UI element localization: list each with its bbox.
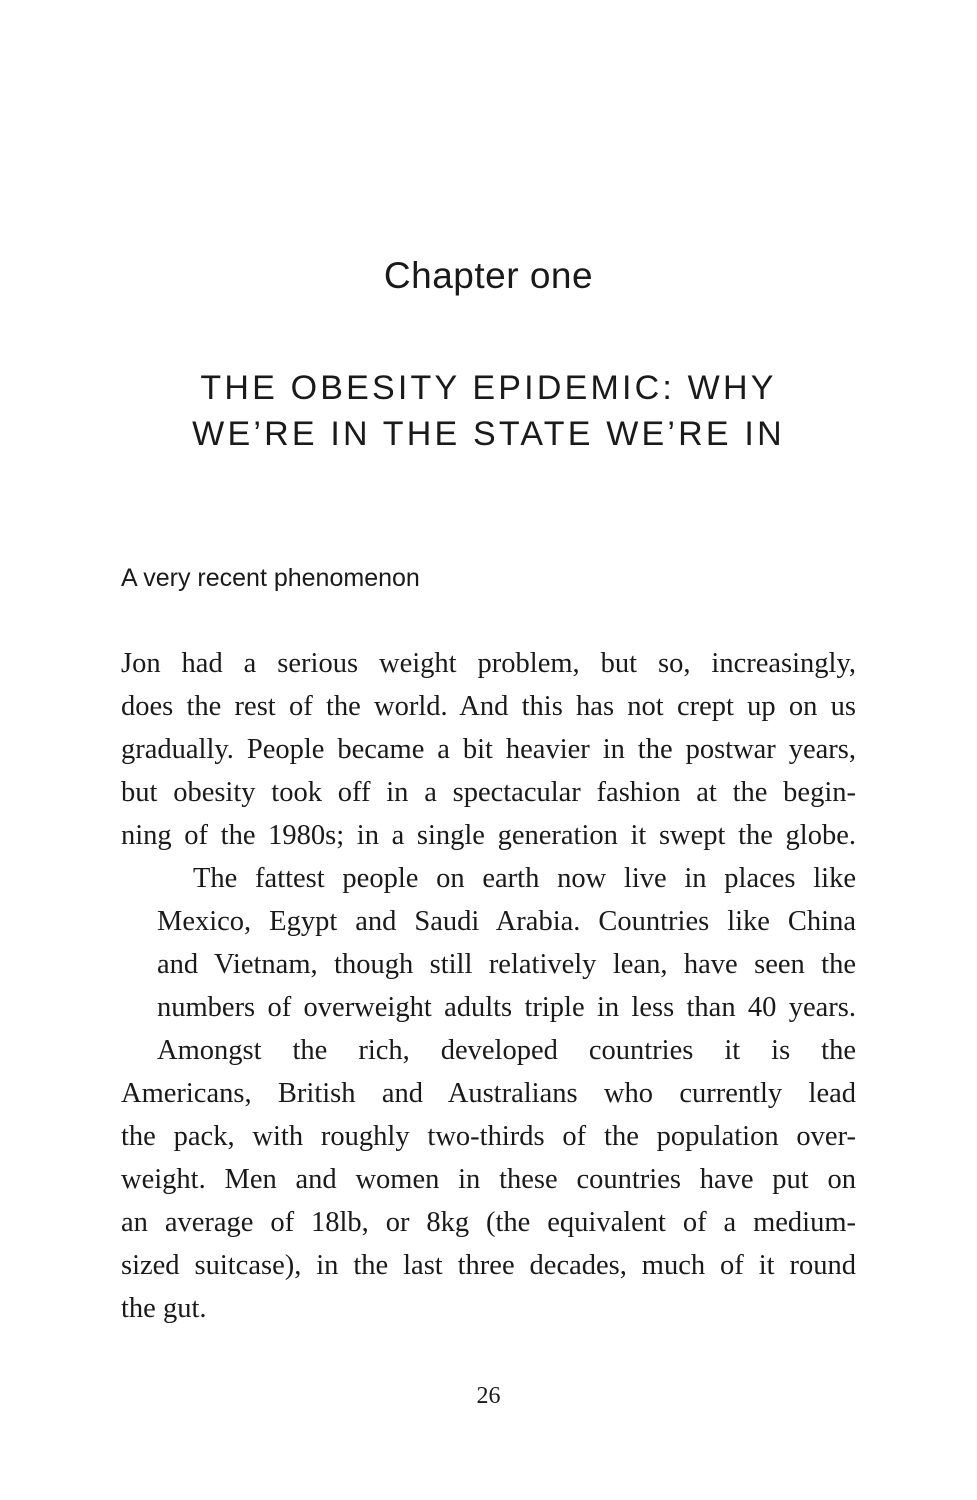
text-line: gradually. People became a bit heavier in the postwar years, bbox=[121, 734, 856, 765]
text-line: ning of the 1980s; in a single generation it swept the globe. bbox=[121, 820, 856, 851]
text-line: weight. Men and women in these countries have put on bbox=[121, 1164, 856, 1195]
text-line: does the rest of the world. And this has not crept up on us bbox=[121, 691, 856, 722]
text-line: Jon had a serious weight problem, but so, increasingly, bbox=[121, 648, 856, 679]
text-line: sized suitcase), in the last three decades, much of it round bbox=[121, 1250, 856, 1281]
text-line: Americans, British and Australians who currently lead bbox=[121, 1078, 856, 1109]
text-line: the gut. bbox=[121, 1293, 207, 1324]
chapter-label: Chapter one bbox=[383, 255, 594, 296]
text-line: Mexico, Egypt and Saudi Arabia. Countries like China bbox=[157, 906, 856, 937]
chapter-title bbox=[0, 365, 977, 457]
paragraph bbox=[121, 642, 856, 857]
text-line: but obesity took off in a spectacular fashion at the begin- bbox=[121, 777, 856, 808]
text-line: an average of 18lb, or 8kg (the equivalent of a medium- bbox=[121, 1207, 856, 1238]
section-heading: A very recent phenomenon bbox=[121, 564, 420, 592]
text-line: and Vietnam, though still relatively lean, have seen the bbox=[157, 949, 856, 980]
paragraph bbox=[121, 1029, 856, 1330]
paragraph bbox=[121, 857, 856, 1029]
text-line: numbers of overweight adults triple in less than 40 years. bbox=[157, 992, 856, 1023]
chapter-title-line: THE OBESITY EPIDEMIC: WHY bbox=[200, 369, 777, 407]
text-line: The fattest people on earth now live in places like bbox=[193, 863, 856, 894]
text-line: the pack, with roughly two-thirds of the population over- bbox=[121, 1121, 856, 1152]
body-text bbox=[121, 642, 856, 1330]
page-number: 26 bbox=[476, 1383, 501, 1409]
chapter-title-line: WE’RE IN THE STATE WE’RE IN bbox=[192, 415, 785, 453]
text-line: Amongst the rich, developed countries it is the bbox=[157, 1035, 856, 1066]
